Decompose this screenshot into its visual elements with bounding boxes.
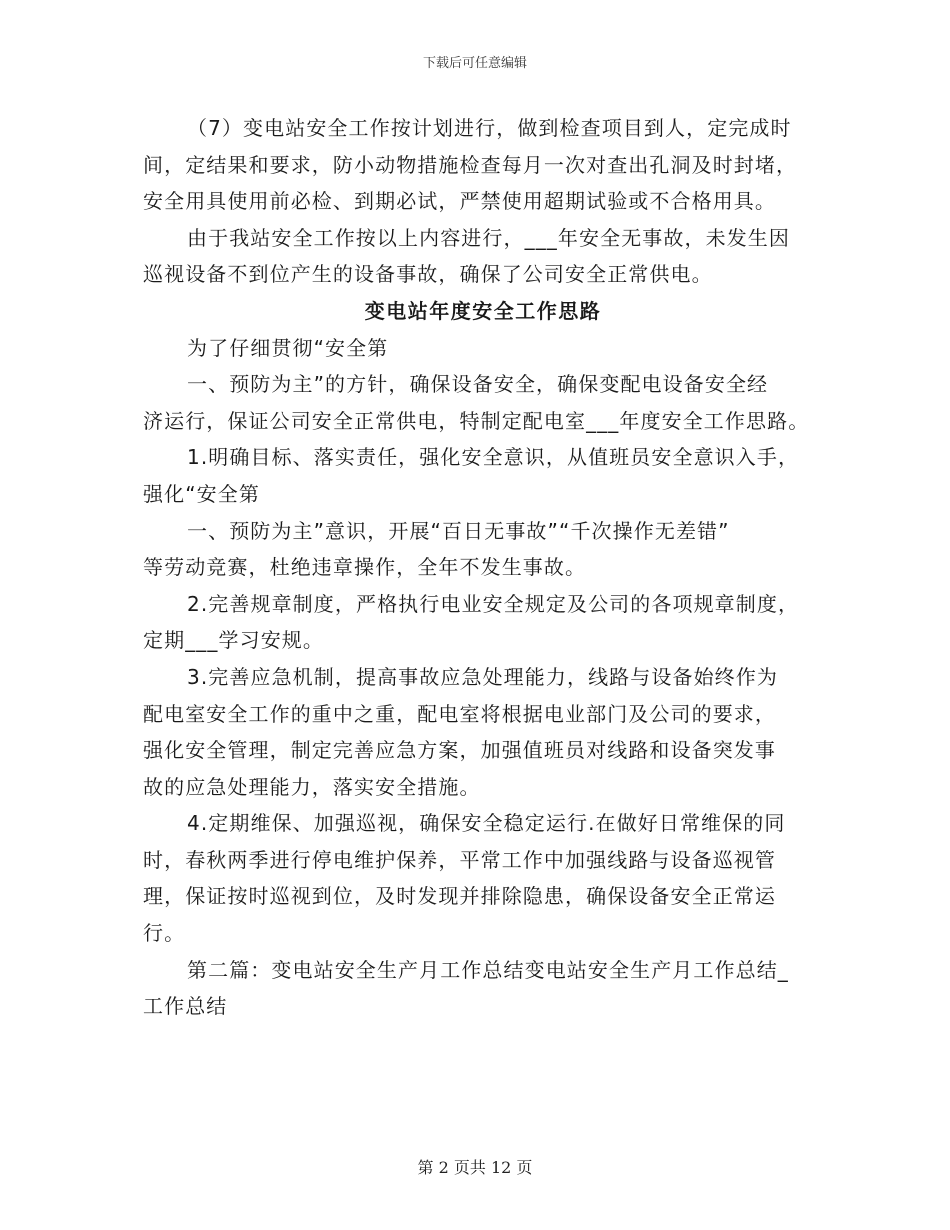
text-line: 强化安全管理，制定完善应急方案，加强值班员对线路和设备突发事	[143, 738, 776, 763]
text-line: 行。	[143, 921, 186, 946]
text-line: 济运行，保证公司安全正常供电，特制定配电室___年度安全工作思路。	[143, 408, 810, 433]
page-footer: 第 2 页共 12 页	[417, 1158, 533, 1177]
text-line: 为了仔细贯彻“安全第	[187, 335, 389, 360]
text-line: 定期___学习安规。	[143, 628, 324, 653]
text-line: 1.明确目标、落实责任，强化安全意识，从值班员安全意识入手，	[187, 445, 800, 470]
text-line: 工作总结	[143, 994, 228, 1019]
text-line: 一、预防为主”意识，开展“百日无事故”“千次操作无差错”	[187, 518, 730, 543]
text-line: 配电室安全工作的重中之重，配电室将根据电业部门及公司的要求，	[143, 701, 776, 726]
text-line: 安全用具使用前必检、到期必试，严禁使用超期试验或不合格用具。	[143, 189, 776, 214]
text-line: （7）变电站安全工作按计划进行，做到检查项目到人，定完成时	[187, 116, 792, 140]
page-header: 下载后可任意编辑	[422, 56, 527, 71]
text-line: 故的应急处理能力，落实安全措施。	[143, 774, 481, 799]
text-line: 等劳动竞赛，杜绝违章操作，全年不发生事故。	[143, 555, 587, 580]
text-line: 第二篇：变电站安全生产月工作总结变电站安全生产月工作总结_	[187, 957, 789, 982]
text-line: 一、预防为主”的方针，确保设备安全，确保变配电设备安全经	[187, 372, 769, 397]
text-line: 3.完善应急机制，提高事故应急处理能力，线路与设备始终作为	[187, 664, 778, 689]
text-line: 时，春秋两季进行停电维护保养，平常工作中加强线路与设备巡视管	[143, 847, 776, 872]
section-title: 变电站年度安全工作思路	[364, 298, 602, 323]
text-line: 巡视设备不到位产生的设备事故，确保了公司安全正常供电。	[143, 262, 713, 287]
document-body	[143, 110, 823, 1025]
text-line: 4.定期维保、加强巡视，确保安全稳定运行.在做好日常维保的同	[187, 811, 786, 836]
text-line: 间，定结果和要求，防小动物措施检查每月一次对查出孔洞及时封堵，	[143, 152, 798, 177]
text-line: 理，保证按时巡视到位，及时发现并排除隐患，确保设备安全正常运	[143, 884, 776, 909]
text-line: 由于我站安全工作按以上内容进行，___年安全无事故，未发生因	[187, 225, 790, 250]
text-line: 2.完善规章制度，严格执行电业安全规定及公司的各项规章制度，	[187, 591, 800, 616]
text-line: 强化“安全第	[143, 481, 260, 506]
